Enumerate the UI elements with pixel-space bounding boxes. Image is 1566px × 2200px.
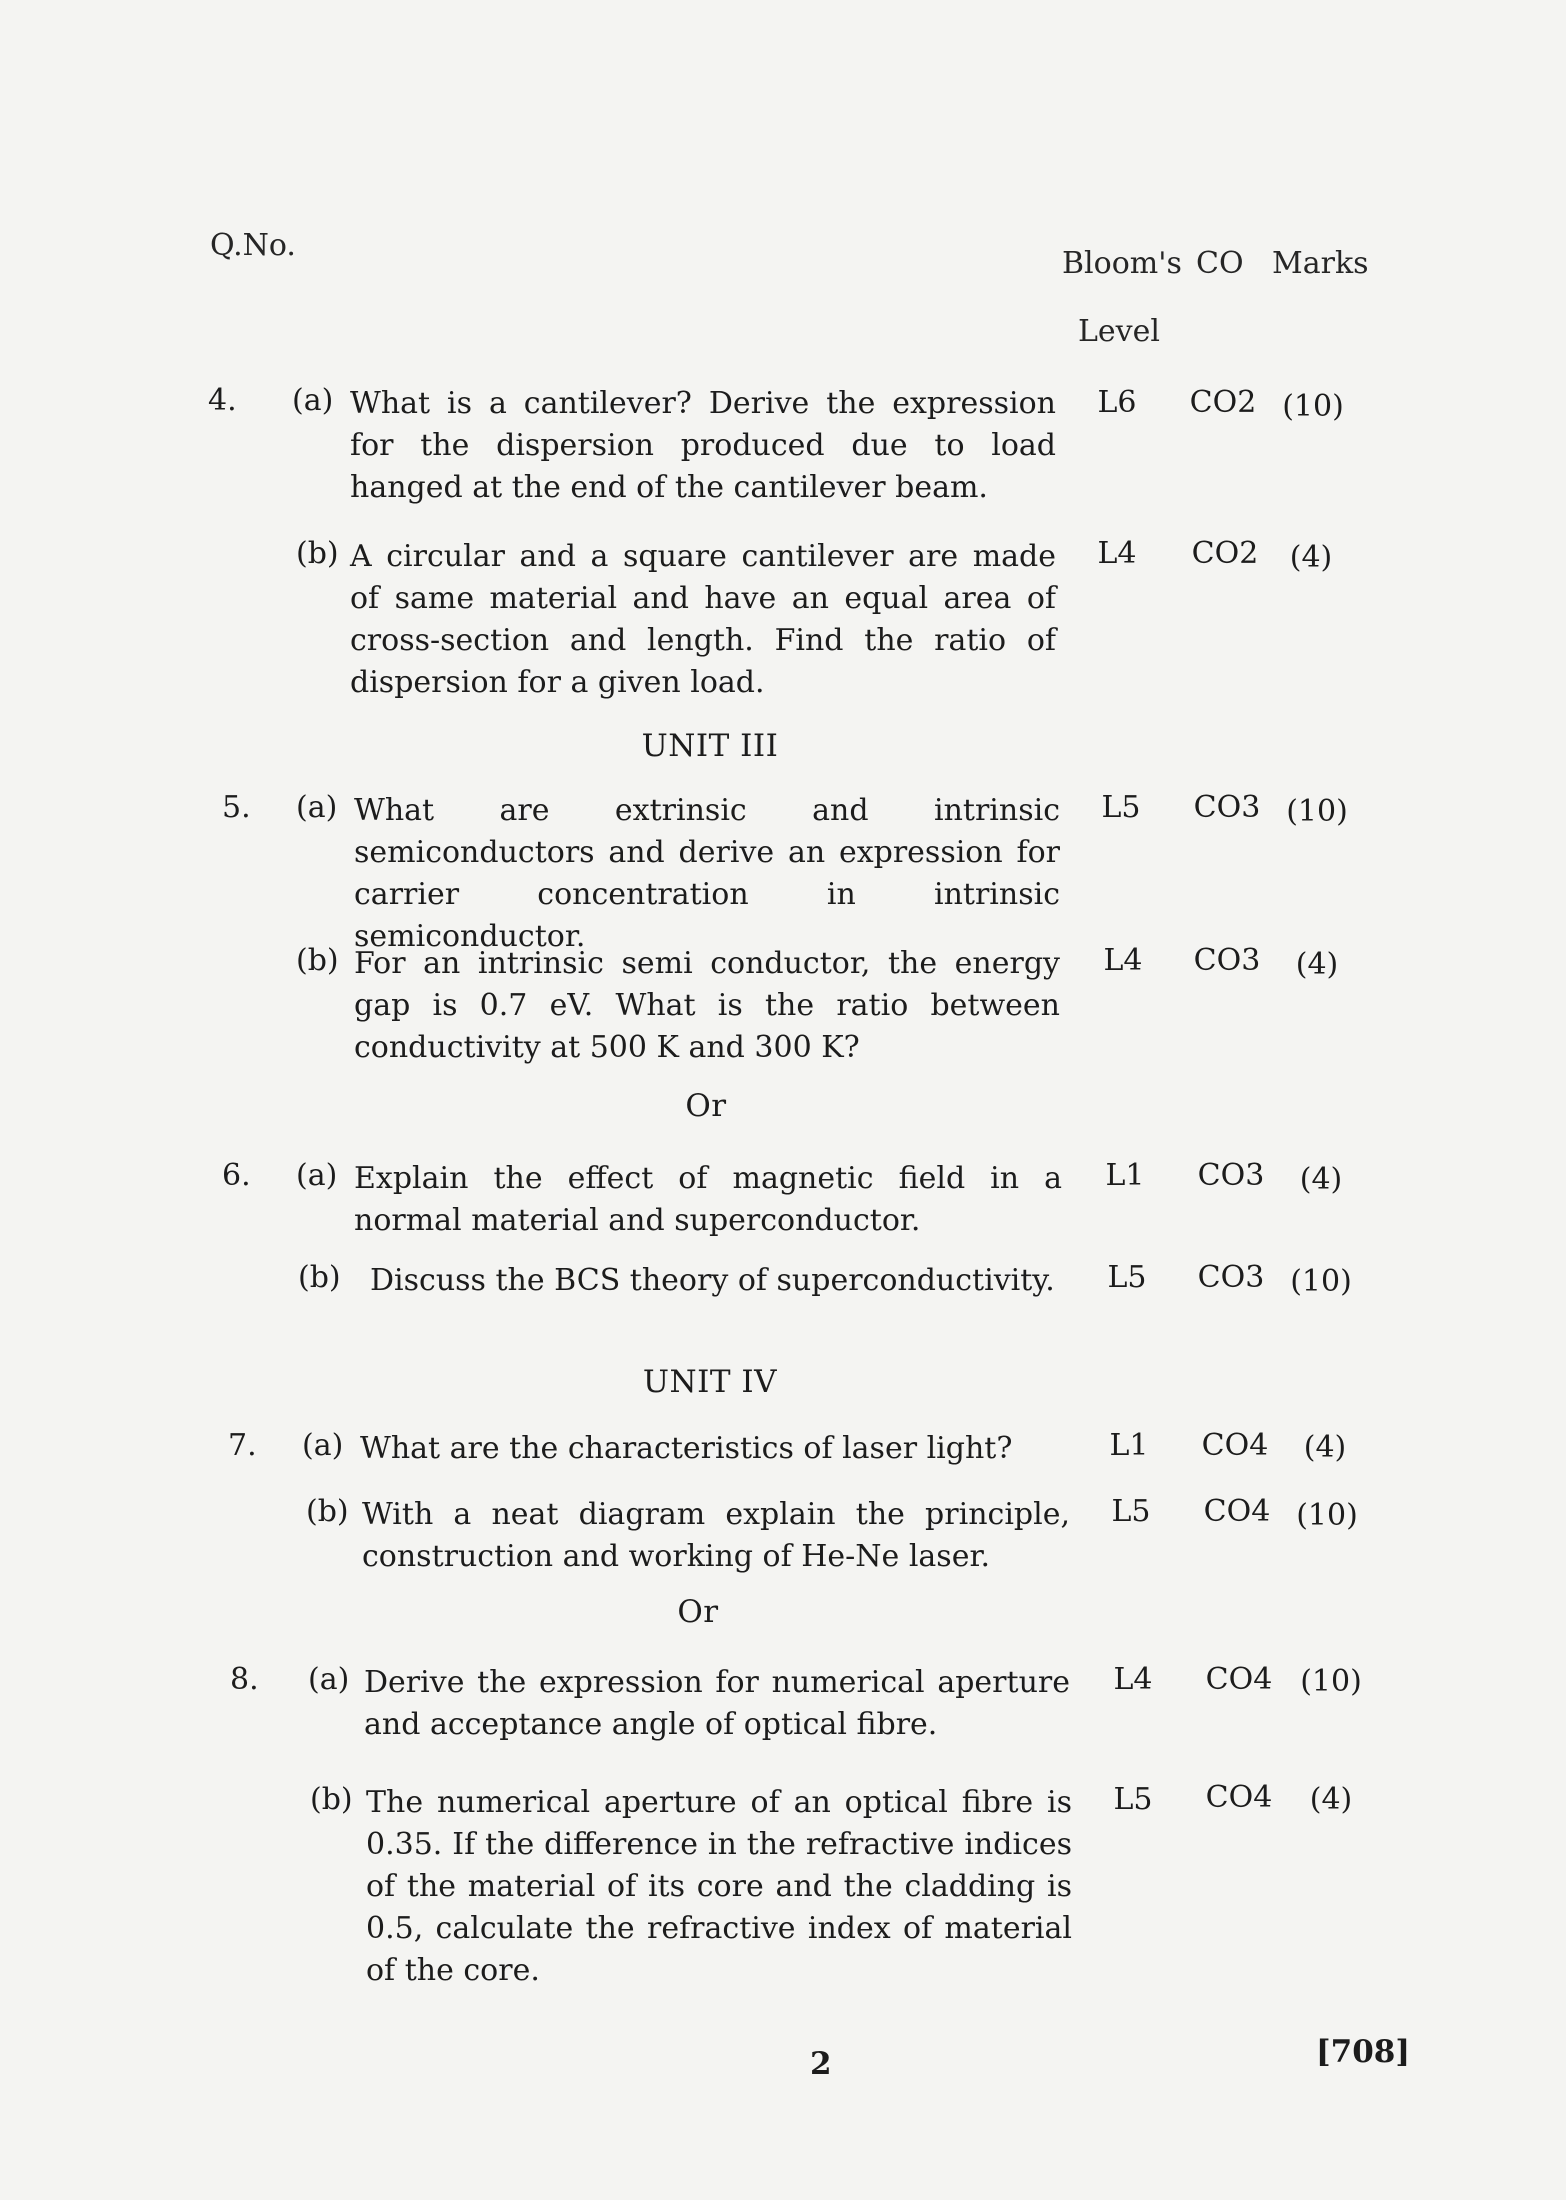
co-value: CO3	[1193, 943, 1261, 978]
part-label: (a)	[302, 1428, 344, 1463]
co-value: CO4	[1205, 1662, 1273, 1697]
blooms-level: L1	[1105, 1158, 1145, 1193]
blooms-level: L5	[1101, 790, 1141, 825]
co-value: CO2	[1191, 536, 1259, 571]
or-separator: Or	[677, 1594, 719, 1630]
marks-value: (4)	[1303, 1430, 1347, 1465]
question-number: 8.	[230, 1662, 259, 1697]
question-number: 6.	[222, 1158, 251, 1193]
unit-heading: UNIT III	[641, 728, 779, 764]
marks-value: (10)	[1286, 794, 1348, 829]
blooms-level: L1	[1109, 1428, 1149, 1463]
co-value: CO3	[1197, 1260, 1265, 1295]
blooms-level: L4	[1113, 1662, 1153, 1697]
blooms-level: L4	[1097, 536, 1137, 571]
co-value: CO3	[1197, 1158, 1265, 1193]
blooms-level: L4	[1103, 943, 1143, 978]
co-value: CO2	[1189, 385, 1257, 420]
blooms-level: L5	[1113, 1782, 1153, 1817]
q-no-header: Q.No.	[210, 228, 296, 263]
paper-code: [708]	[1316, 2034, 1411, 2070]
question-text: Derive the expression for numerical aperture and acceptance angle of optical fibre.	[364, 1665, 1070, 1742]
marks-value: (4)	[1309, 1782, 1353, 1817]
marks-value: (4)	[1299, 1162, 1343, 1197]
part-label: (b)	[310, 1782, 353, 1817]
question-text: The numerical aperture of an optical fibre is 0.35. If the difference in the refractive indices of the material of its core and the cladding is 0.5, calculate the refractive index of material of the core.	[366, 1785, 1072, 1988]
marks-header: Marks	[1272, 246, 1369, 281]
marks-value: (10)	[1300, 1664, 1362, 1699]
marks-value: (10)	[1296, 1498, 1358, 1533]
question-text: A circular and a square cantilever are made of same material and have an equal area of cross-section and length. Find the ratio of dispersion for a given load.	[350, 539, 1056, 700]
blooms-header: Bloom's	[1062, 246, 1182, 281]
part-label: (a)	[292, 383, 334, 418]
page-number: 2	[810, 2046, 832, 2082]
part-label: (b)	[298, 1260, 341, 1295]
marks-value: (4)	[1295, 947, 1339, 982]
co-header: CO	[1196, 246, 1244, 281]
blooms-level: L5	[1107, 1260, 1147, 1295]
marks-value: (10)	[1282, 389, 1344, 424]
question-text: What are extrinsic and intrinsic semiconductors and derive an expression for carrier concentration in intrinsic semiconductor.	[354, 793, 1060, 954]
part-label: (a)	[308, 1662, 350, 1697]
marks-value: (10)	[1290, 1264, 1352, 1299]
or-separator: Or	[685, 1088, 727, 1124]
question-number: 5.	[222, 790, 251, 825]
marks-value: (4)	[1289, 540, 1333, 575]
part-label: (b)	[306, 1494, 349, 1529]
question-text: With a neat diagram explain the principle, construction and working of He-Ne laser.	[362, 1497, 1070, 1574]
question-text: What is a cantilever? Derive the expression for the dispersion produced due to load hanged at the end of the cantilever beam.	[350, 386, 1056, 505]
part-label: (b)	[296, 943, 339, 978]
blooms-level: L5	[1111, 1494, 1151, 1529]
unit-heading: UNIT IV	[642, 1364, 778, 1400]
part-label: (b)	[296, 536, 339, 571]
level-header: Level	[1078, 314, 1160, 349]
part-label: (a)	[296, 790, 338, 825]
question-number: 4.	[208, 383, 237, 418]
question-text: For an intrinsic semi conductor, the energy gap is 0.7 eV. What is the ratio between conductivity at 500 K and 300 K?	[354, 946, 1060, 1065]
co-value: CO3	[1193, 790, 1261, 825]
co-value: CO4	[1205, 1780, 1273, 1815]
question-text: Explain the effect of magnetic field in a normal material and superconductor.	[354, 1161, 1062, 1238]
question-number: 7.	[228, 1428, 257, 1463]
co-value: CO4	[1203, 1494, 1271, 1529]
part-label: (a)	[296, 1158, 338, 1193]
co-value: CO4	[1201, 1428, 1269, 1463]
question-text: Discuss the BCS theory of superconductivity.	[370, 1263, 1055, 1298]
blooms-level: L6	[1097, 385, 1137, 420]
question-text: What are the characteristics of laser light?	[360, 1431, 1013, 1466]
